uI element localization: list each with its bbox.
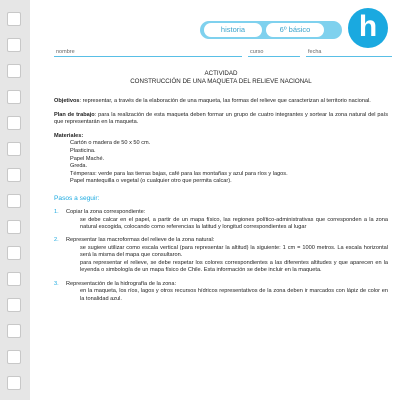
step-number: 2. [54, 237, 59, 244]
grade-tag: 6º básico [266, 23, 324, 37]
objectives-paragraph [54, 98, 388, 106]
material-item: Papel Maché. [70, 155, 105, 162]
name-label: nombre [56, 49, 75, 55]
materials-label: Materiales: [54, 132, 84, 139]
subject-tag: historia [204, 23, 262, 37]
course-field[interactable] [248, 56, 300, 57]
material-item: Greda. [70, 163, 88, 170]
step-number: 1. [54, 208, 59, 215]
activity-title: CONSTRUCCIÓN DE UNA MAQUETA DEL RELIEVE NACIONAL [130, 78, 312, 85]
worksheet-content [54, 70, 388, 303]
plan-label: Plan de trabajo [54, 111, 95, 118]
binder-hole [7, 350, 21, 364]
step-title: Representar las macroformas del relieve de la zona natural: [66, 237, 215, 244]
header-bar [200, 21, 342, 39]
binder-hole [7, 38, 21, 52]
activity-heading: ACTIVIDAD [204, 70, 238, 77]
binder-hole [7, 272, 21, 286]
step-detail-line: se debe calcar en el papel, a partir de un mapa físico, las regiones político-administrativas que corresponden a la zona natural escogida, colocando como referencias la latitud y longitud correspondientes al lugar [80, 216, 388, 230]
step-item [54, 281, 388, 303]
binder-hole [7, 168, 21, 182]
material-item: Papel mantequilla o vegetal (o cualquier otro que permita calcar). [70, 178, 232, 185]
steps-heading: Pasos a seguir: [54, 194, 100, 202]
plan-text: : para la realización de esta maqueta deben formar un grupo de cuatro integrantes y sortear la zona natural del país que representarán en la maqueta. [54, 111, 388, 126]
binder-hole [7, 220, 21, 234]
step-detail-line: para representar el relieve, se debe respetar los colores correspondientes a las diferentes altitudes y que aparecen en la leyenda o simbología de un mapa físico de Chile. Esta información se debe incluir en la maqueta. [80, 259, 388, 274]
binder-strip [0, 0, 30, 400]
date-label: fecha [308, 49, 322, 55]
binder-hole [7, 90, 21, 104]
material-item: Plasticina. [70, 147, 96, 154]
binder-hole [7, 64, 21, 78]
name-field[interactable] [54, 56, 242, 57]
binder-hole [7, 116, 21, 130]
activity-title-block [54, 70, 388, 86]
step-detail-line: se sugiere utilizar como escala vertical (para representar la altitud) la siguiente: 1 cm = 1000 metros. La escala horizontal será la misma del mapa que consultaron. [80, 244, 388, 259]
binder-hole [7, 324, 21, 338]
step-detail-line: en la maqueta, los ríos, lagos y otros recursos hídricos representativos de la zona deben ir marcados con lápiz de color en la tonalidad azul. [80, 288, 388, 302]
course-label: curso [250, 49, 264, 55]
binder-hole [7, 298, 21, 312]
objectives-label: Objetivos [54, 98, 80, 104]
step-item [54, 237, 388, 274]
material-item: Cartón o madera de 50 x 50 cm. [70, 140, 151, 147]
step-title: Representación de la hidrografía de la zona: [66, 280, 177, 287]
history-logo: h [348, 8, 388, 48]
worksheet-page [30, 0, 400, 400]
binder-hole [7, 194, 21, 208]
binder-hole [7, 376, 21, 390]
student-fields [54, 45, 392, 57]
materials-list [70, 140, 388, 186]
plan-paragraph [54, 112, 388, 127]
material-item: Témperas: verde para las tierras bajas, café para las montañas y azul para ríos y lagos. [70, 170, 288, 177]
binder-hole [7, 246, 21, 260]
step-item [54, 209, 388, 231]
step-number: 3. [54, 280, 59, 287]
objectives-text: : representar, a través de la elaboración de una maqueta, las formas del relieve que caracterizan al territorio nacional. [79, 98, 371, 104]
date-field[interactable] [306, 56, 392, 57]
step-title: Copiar la zona correspondiente: [66, 208, 146, 215]
binder-hole [7, 12, 21, 26]
binder-hole [7, 142, 21, 156]
